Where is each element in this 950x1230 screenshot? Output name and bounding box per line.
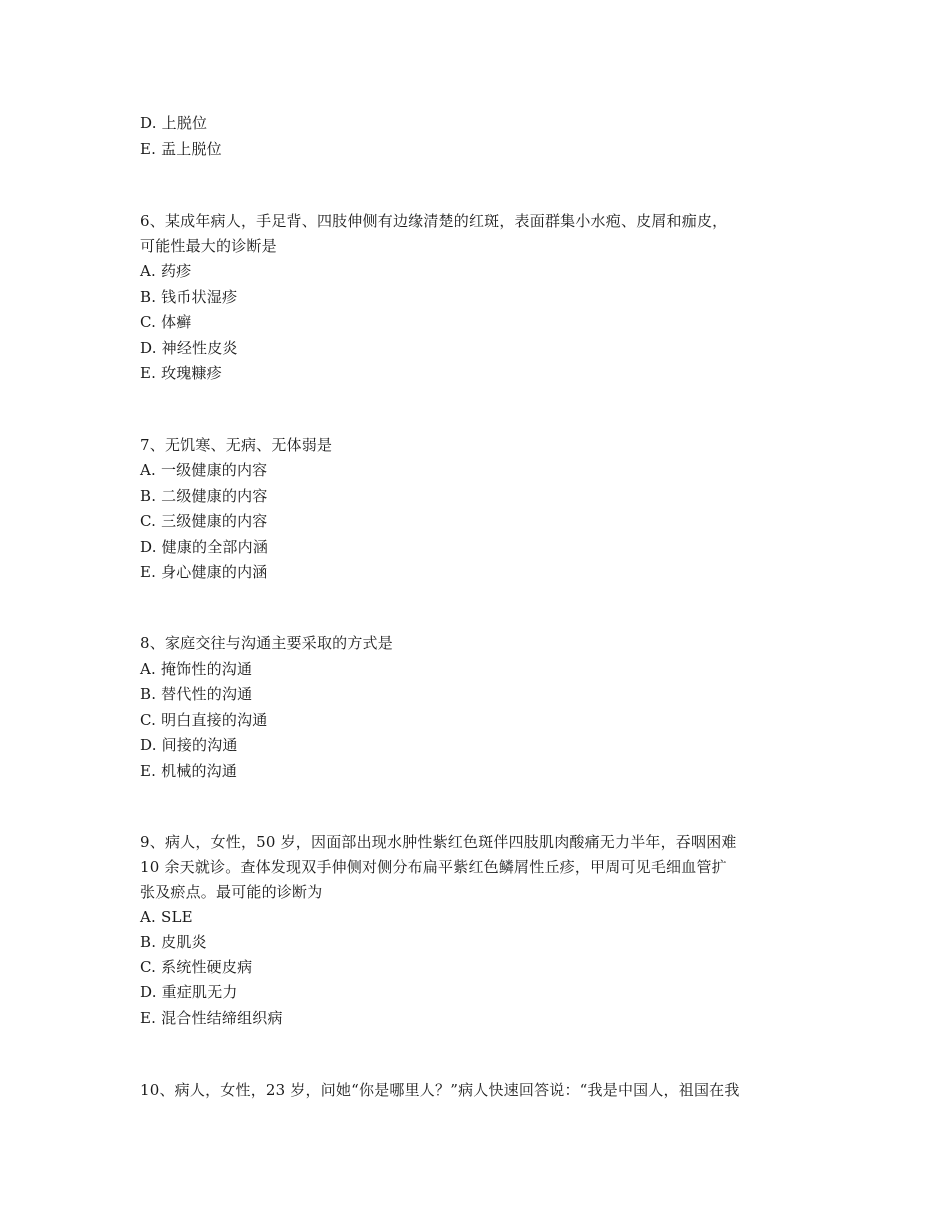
- question-7-option-b: B. 二级健康的内容: [140, 487, 268, 505]
- question-8-option-d: D. 间接的沟通: [140, 736, 238, 754]
- question-9-option-b: B. 皮肌炎: [140, 933, 207, 951]
- question-6-option-d: D. 神经性皮炎: [140, 339, 238, 357]
- question-6-stem-line-1: 6、某成年病人，手足背、四肢伸侧有边缘清楚的红斑，表面群集小水疱、皮屑和痂皮，: [140, 212, 728, 230]
- question-8-option-b: B. 替代性的沟通: [140, 685, 253, 703]
- option-e-prev: E. 盂上脱位: [140, 140, 222, 158]
- question-6-option-c: C. 体癣: [140, 313, 192, 331]
- question-6-stem-line-2: 可能性最大的诊断是: [140, 237, 277, 255]
- question-9-option-a: A. SLE: [140, 908, 193, 926]
- question-8-option-c: C. 明白直接的沟通: [140, 711, 268, 729]
- question-7-stem: 7、无饥寒、无病、无体弱是: [140, 436, 333, 454]
- question-9-option-e: E. 混合性结缔组织病: [140, 1009, 283, 1027]
- question-7-option-e: E. 身心健康的内涵: [140, 563, 268, 581]
- question-9-stem-line-3: 张及瘀点。最可能的诊断为: [140, 883, 323, 901]
- question-8-option-e: E. 机械的沟通: [140, 762, 238, 780]
- question-8-stem: 8、家庭交往与沟通主要采取的方式是: [140, 634, 393, 652]
- question-6-option-e: E. 玫瑰糠疹: [140, 364, 222, 382]
- question-6-option-a: A. 药疹: [140, 262, 192, 280]
- question-6-option-b: B. 钱币状湿疹: [140, 288, 238, 306]
- option-d-prev: D. 上脱位: [140, 114, 208, 132]
- question-9-option-d: D. 重症肌无力: [140, 983, 238, 1001]
- question-9-stem-line-2: 10 余天就诊。查体发现双手伸侧对侧分布扁平紫红色鳞屑性丘疹，甲周可见毛细血管扩: [140, 858, 727, 876]
- question-9-option-c: C. 系统性硬皮病: [140, 958, 253, 976]
- question-8-option-a: A. 掩饰性的沟通: [140, 660, 253, 678]
- question-10-stem: 10、病人，女性，23 岁，问她“你是哪里人？”病人快速回答说：“我是中国人，祖国在我: [140, 1081, 740, 1099]
- question-7-option-a: A. 一级健康的内容: [140, 461, 268, 479]
- question-9-stem-line-1: 9、病人，女性，50 岁，因面部出现水肿性紫红色斑伴四肢肌肉酸痛无力半年，吞咽困难: [140, 833, 737, 851]
- question-7-option-d: D. 健康的全部内涵: [140, 538, 269, 556]
- question-7-option-c: C. 三级健康的内容: [140, 512, 268, 530]
